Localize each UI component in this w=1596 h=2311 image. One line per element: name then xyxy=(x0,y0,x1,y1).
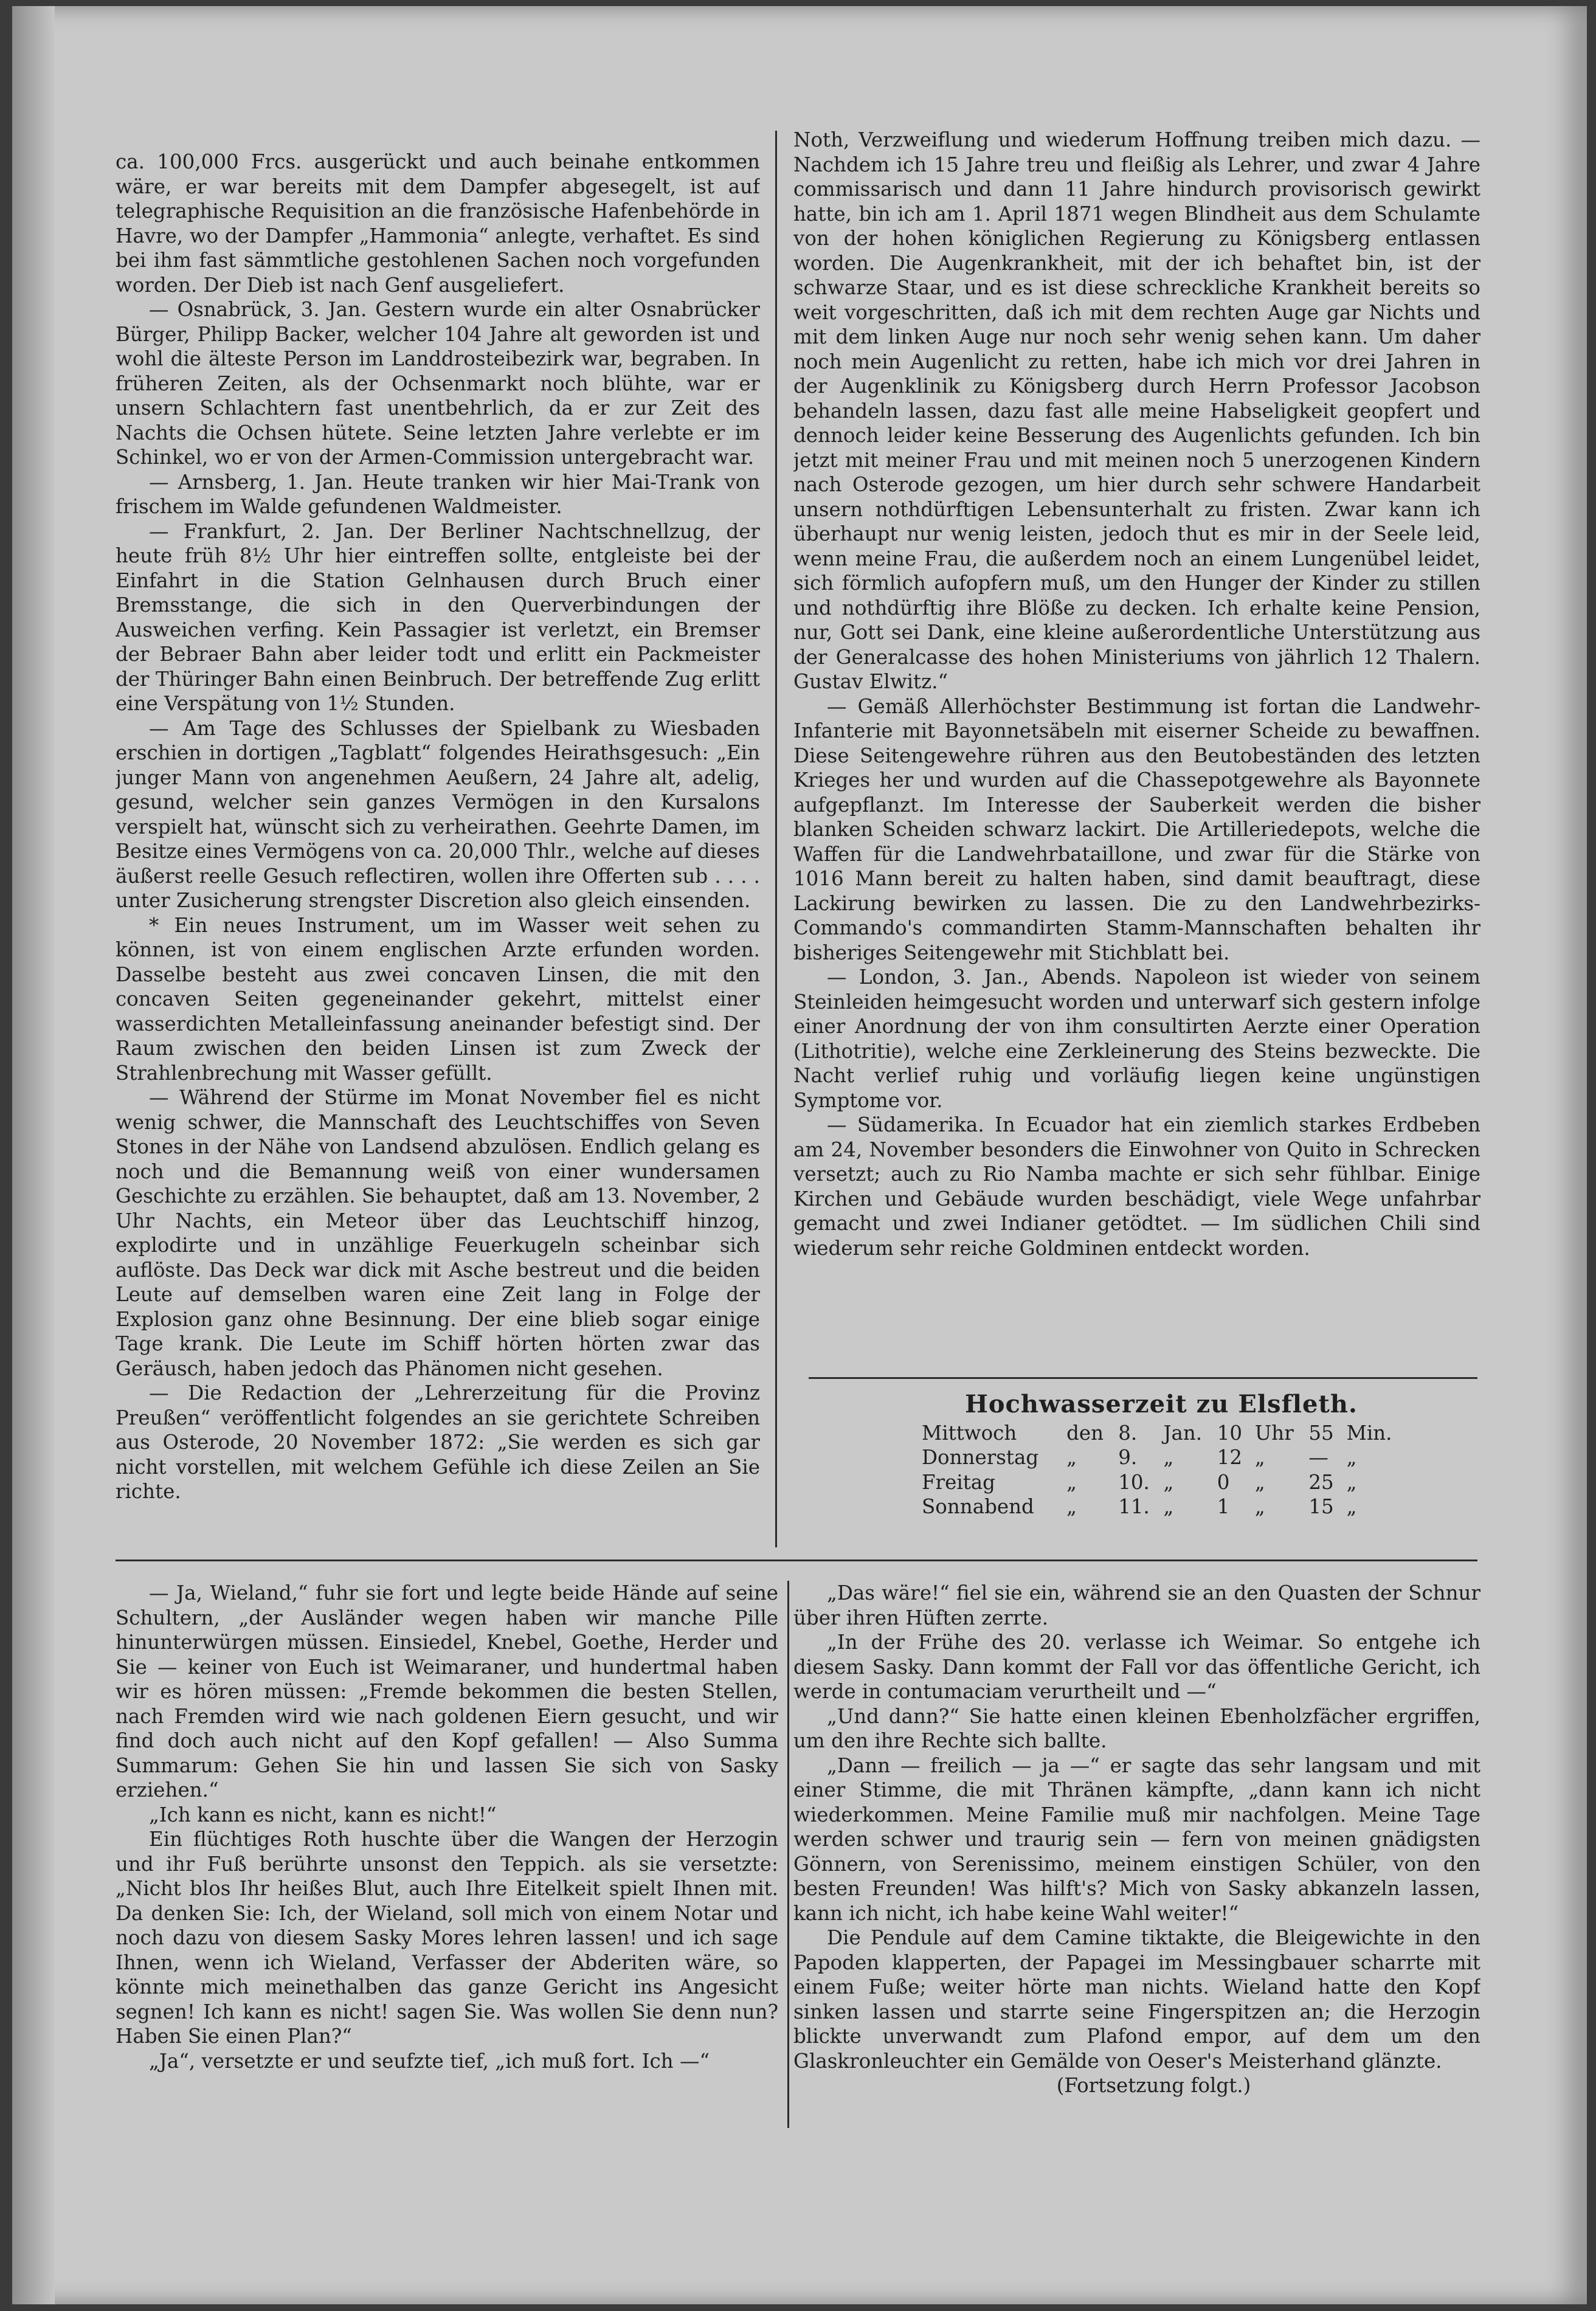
tide-date: 11. xyxy=(1118,1495,1150,1518)
tide-minute: 25 xyxy=(1308,1470,1334,1494)
tide-uhr: „ xyxy=(1254,1470,1265,1494)
feuilleton-paragraph: Die Pendule auf dem Camine tiktakte, die Bleigewichte in den Papoden klapperten, der Papagei im Messingbauer scharrte mit einem Fuße; weiter hörte man nichts. Wieland hatte den Kopf sinken lassen und starrte seine Fingerspitzen an; die Herzogin blickte unverwandt zum Plafond empor, auf dem um den Glaskronleuchter ein Gemälde von Oeser's Meisterhand glänzte. xyxy=(793,1926,1480,2073)
feuilleton-paragraph: „In der Frühe des 20. verlasse ich Weimar. So entgehe ich diesem Sasky. Dann kommt der Fall vor das öffentliche Gericht, ich werde in contumaciam verurtheilt und —“ xyxy=(793,1631,1480,1703)
tide-den: den xyxy=(1066,1421,1104,1445)
paragraph-geneva-thief: ca. 100,000 Frcs. ausgerückt und auch beinahe entkommen wäre, er war bereits mit dem Dampfer abgesegelt, ist auf telegraphische Requisition an die französische Hafenbehörde in Havre, wo der Dampfer „Hammonia“ anlegte, verhaftet. Es sind bei ihm fast sämmtliche gestohlenen Sachen noch vorgefunden worden. Der Dieb ist nach Genf ausgeliefert. xyxy=(116,150,760,297)
tide-table xyxy=(918,1392,1404,1519)
tide-date: 8. xyxy=(1118,1421,1138,1445)
tide-row xyxy=(918,1494,1404,1519)
paragraph-instrument: * Ein neues Instrument, um im Wasser weit sehen zu können, ist von einem englischen Arzte erfunden worden. Dasselbe besteht aus zwei concaven Linsen, die mit den concaven Seiten gegeneinander gekehrt, mittelst einer wasserdichten Metalleinfassung aneinander befestigt sind. Der Raum zwischen den beiden Linsen ist zum Zweck der Strahlenbrechung mit Wasser gefüllt. xyxy=(116,913,760,1085)
column-divider-lower xyxy=(787,1581,789,2128)
paragraph-london: — London, 3. Jan., Abends. Napoleon ist wieder von seinem Steinleiden heimgesucht worden und unterwarf sich gestern infolge einer Anordnung der von ihm consultirten Aerzte einer Operation (Lithotritie), welche eine Zerkleinerung des Steins bezweckte. Die Nacht verlief ruhig und vorläufig liegen keine ungünstigen Symptome vor. xyxy=(793,966,1480,1112)
continuation-note: (Fortsetzung folgt.) xyxy=(1056,2074,1251,2097)
tide-month: „ xyxy=(1163,1495,1174,1518)
tide-row xyxy=(918,1421,1404,1446)
feuilleton-paragraph: „Dann — freilich — ja —“ er sagte das sehr langsam und mit einer Stimme, die mit Thränen kämpfte, „dann kann ich nicht wiederkommen. Meine Familie muß mir nachfolgen. Meine Tage werden schwer und traurig sein — fern von meinen gnädigsten Gönnern, von Serenissimo, meinem einstigen Schüler, von den besten Freunden! Was hilft's? Mich von Sasky abkanzeln lassen, kann ich nicht, ich habe keine Wahl weiter!“ xyxy=(793,1753,1480,1925)
tide-minute: 15 xyxy=(1308,1495,1334,1518)
feuilleton-paragraph: „Das wäre!“ fiel sie ein, während sie an den Quasten der Schnur über ihren Hüften zerrte. xyxy=(793,1581,1480,1629)
feuilleton-paragraph: Ein flüchtiges Roth huschte über die Wangen der Herzogin und ihr Fuß berührte unsonst den Teppich. als sie versetzte: „Nicht blos Ihr heißes Blut, auch Ihre Eitelkeit spielt Ihnen mit. Da denken Sie: Ich, der Wieland, soll mich von einem Notar und noch dazu von diesem Sasky Mores lehren lassen! und ich sage Ihnen, wenn ich Wieland, Verfasser der Abderiten wäre, so könnte mich meinethalben das ganze Gericht ins Angesicht segnen! Ich kann es nicht! sagen Sie. Was wollen Sie denn nun? Haben Sie einen Plan?“ xyxy=(116,1828,778,2048)
tide-min: „ xyxy=(1346,1446,1357,1469)
tide-month: „ xyxy=(1163,1446,1174,1469)
column-divider-upper xyxy=(775,131,777,1547)
tide-hour: 1 xyxy=(1217,1495,1230,1518)
feuilleton-column-right xyxy=(793,1581,1480,2128)
tide-min: „ xyxy=(1346,1495,1357,1518)
tide-den: „ xyxy=(1066,1495,1077,1518)
tide-table-grid xyxy=(918,1421,1404,1519)
tide-date: 10. xyxy=(1118,1470,1150,1494)
news-column-right xyxy=(793,128,1480,1368)
tide-den: „ xyxy=(1066,1446,1077,1469)
tide-month: Jan. xyxy=(1163,1421,1203,1445)
tide-row xyxy=(918,1470,1404,1495)
feuilleton-paragraph: „Und dann?“ Sie hatte einen kleinen Ebenholzfächer ergriffen, um den ihre Rechte sich ballte. xyxy=(793,1704,1480,1752)
tide-min: „ xyxy=(1346,1470,1357,1494)
tide-uhr: Uhr xyxy=(1254,1421,1294,1445)
tide-date: 9. xyxy=(1118,1446,1138,1469)
paragraph-frankfurt: — Frankfurt, 2. Jan. Der Berliner Nachtschnellzug, der heute früh 8½ Uhr hier eintreffen sollte, entgleiste bei der Einfahrt in die Station Gelnhausen durch Bruch einer Bremsstange, die sich in den Querverbindungen der Ausweichen verfing. Kein Passagier ist verletzt, ein Bremser der Bebraer Bahn aber leider todt und erlitt ein Packmeister der Thüringer Bahn einen Beinbruch. Der betreffende Zug erlitt eine Verspätung von 1½ Stunden. xyxy=(116,519,760,715)
feuilleton-separator-rule xyxy=(116,1560,1477,1561)
tide-month: „ xyxy=(1163,1470,1174,1494)
paragraph-teacher-letter: Noth, Verzweiflung und wiederum Hoffnung treiben mich dazu. — Nachdem ich 15 Jahre treu und fleißig als Lehrer, und zwar 4 Jahre commissarisch und dann 11 Jahre hindurch provisorisch gewirkt hatte, bin ich am 1. April 1871 wegen Blindheit aus dem Schulamte von der hohen königlichen Regierung zu Königsberg entlassen worden. Die Augenkrankheit, mit der ich behaftet bin, ist der schwarze Staar, und es ist diese schreckliche Krankheit bereits so weit vorgeschritten, daß ich mit dem rechten Auge gar Nichts und mit dem linken Auge nur noch sehr wenig sehen kann. Um daher noch mein Augenlicht zu retten, habe ich mich vor drei Jahren in der Augenklinik zu Königsberg durch Herrn Professor Jacobson behandeln lassen, dazu fast alle meine Habseligkeit geopfert und dennoch leider keine Besserung des Augenlichts gefunden. Ich bin jetzt mit meiner Frau und mit meinen noch 5 unerzogenen Kindern nach Osterode gezogen, um hier durch sehr schwere Handarbeit unsern nothdürftigen Lebensunterhalt zu fristen. Zwar kann ich überhaupt nur wenig leisten, jedoch thut es mir in der Seele leid, wenn meine Frau, die außerdem noch an einem Lungenübel leidet, sich förmlich aufopfern muß, um den Hunger der Kinder zu stillen und nothdürftig ihre Blöße zu decken. Ich erhalte keine Pension, nur, Gott sei Dank, eine kleine außerordentliche Unterstützung aus der Generalcasse des hohen Ministeriums von jährlich 12 Thalern. Gustav Elwitz.“ xyxy=(793,128,1480,693)
feuilleton-paragraph: „Ja“, versetzte er und seufzte tief, „ich muß fort. Ich —“ xyxy=(149,2049,710,2073)
feuilleton-column-left xyxy=(116,1581,778,2128)
paragraph-lehrerzeitung: — Die Redaction der „Lehrerzeitung für die Provinz Preußen“ veröffentlicht folgendes an sie gerichtete Schreiben aus Osterode, 20 November 1872: „Sie werden es sich gar nicht vorstellen, mit welchem Gefühle ich diese Zeilen an Sie richte. xyxy=(116,1381,760,1503)
tide-min: Min. xyxy=(1346,1421,1392,1445)
tide-day: Sonnabend xyxy=(922,1495,1034,1518)
tide-hour: 10 xyxy=(1217,1421,1243,1445)
tide-uhr: „ xyxy=(1254,1446,1265,1469)
tide-table-top-rule xyxy=(809,1377,1477,1379)
paragraph-lightship: — Während der Stürme im Monat November fiel es nicht wenig schwer, die Mannschaft des Leuchtschiffes von Seven Stones in der Nähe von Landsend abzulösen. Endlich gelang es noch und die Bemannung weiß von einer wundersamen Geschichte zu erzählen. Sie behauptet, daß am 13. November, 2 Uhr Nachts, ein Meteor über das Leuchtschiff hinzog, explodirte und in unzählige Feuerkugeln scheinbar sich auflöste. Das Deck war dick mit Asche bestreut und die beiden Leute auf demselben waren eine Zeit lang in Folge der Explosion ganz ohne Besinnung. Der eine blieb sogar einige Tage krank. Die Leute im Schiff hörten hörten zwar das Geräusch, haben jedoch das Phänomen nicht gesehen. xyxy=(116,1086,760,1380)
news-column-left xyxy=(116,150,760,1624)
tide-table-title: Hochwasserzeit zu Elsfleth. xyxy=(965,1390,1358,1418)
paragraph-landwehr: — Gemäß Allerhöchster Bestimmung ist fortan die Landwehr-Infanterie mit Bayonnetsäbeln mit eiserner Scheide zu bewaffnen. Diese Seitengewehre rühren aus den Beutobeständen des letzten Krieges her und wurden auf die Chassepotgewehre als Bayonnete aufgepflanzt. Im Interesse der Sauberkeit werden die bisher blanken Scheiden schwarz lackirt. Die Artilleriedepots, welche die Waffen für die Landwehrbataillone, und zwar für die Stärke von 1016 Mann bereit zu halten haben, sind damit beauftragt, diese Lackirung bewirken zu lassen. Die zu den Landwehrbezirks-Commando's commandirten Stamm-Mannschaften behalten ihr bisheriges Seitengewehr mit Stichblatt bei. xyxy=(793,694,1480,964)
paragraph-osnabrueck: — Osnabrück, 3. Jan. Gestern wurde ein alter Osnabrücker Bürger, Philipp Backer, welcher 104 Jahre alt geworden ist und wohl die älteste Person im Landdrosteibezirk war, begraben. In früheren Zeiten, als der Ochsenmarkt noch blühte, war er unsern Schlachtern fast unentbehrlich, da er zur Zeit des Nachts die Ochsen hütete. Seine letzten Jahre verlebte er im Schinkel, wo er von der Armen-Commission untergebracht war. xyxy=(116,298,760,469)
newspaper-page xyxy=(12,6,1587,2304)
tide-uhr: „ xyxy=(1254,1495,1265,1518)
paragraph-arnsberg: — Arnsberg, 1. Jan. Heute tranken wir hier Mai-Trank von frischem im Walde gefundenen Waldmeister. xyxy=(116,470,760,518)
tide-den: „ xyxy=(1066,1470,1077,1494)
feuilleton-paragraph: — Ja, Wieland,“ fuhr sie fort und legte beide Hände auf seine Schultern, „der Ausländer wegen haben wir manche Pille hinunterwürgen müssen. Einsiedel, Knebel, Goethe, Herder und Sie — keiner von Euch ist Weimaraner, und hundertmal haben wir es hören müssen: „Fremde bekommen die besten Stellen, nach Fremden wird wie nach goldenen Eiern gesucht, und wir find doch auch nicht auf den Kopf gefallen! — Also Summa Summarum: Gehen Sie hin und lassen Sie sich von Sasky erziehen.“ xyxy=(116,1581,778,1801)
tide-row xyxy=(918,1445,1404,1470)
paragraph-suedamerika: — Südamerika. In Ecuador hat ein ziemlich starkes Erdbeben am 24, November besonders die Einwohner von Quito in Schrecken versetzt; auch zu Rio Namba machte er sich sehr fühlbar. Einige Kirchen und Gebäude wurden beschädigt, viele Wege unfahrbar gemacht und zwei Indianer getödtet. — Im südlichen Chili sind wiederum sehr reiche Goldminen entdeckt worden. xyxy=(793,1113,1480,1260)
tide-hour: 0 xyxy=(1217,1470,1230,1494)
tide-day: Donnerstag xyxy=(922,1446,1039,1469)
tide-minute: 55 xyxy=(1308,1421,1334,1445)
paragraph-wiesbaden: — Am Tage des Schlusses der Spielbank zu Wiesbaden erschien in dortigen „Tagblatt“ folgendes Heirathsgesuch: „Ein junger Mann von angenehmen Aeußern, 24 Jahre alt, adelig, gesund, welcher sein ganzes Vermögen in den Kursalons verspielt hat, wünscht sich zu verheirathen. Geehrte Damen, im Besitze eines Vermögens von ca. 20,000 Thlr., welche auf dieses äußerst reelle Gesuch reflectiren, wollen ihre Offerten sub . . . . unter Zusicherung strengster Discretion also gleich einsenden. xyxy=(116,716,760,912)
tide-day: Freitag xyxy=(922,1470,995,1494)
tide-hour: 12 xyxy=(1217,1446,1243,1469)
tide-day: Mittwoch xyxy=(922,1421,1017,1445)
tide-minute: — xyxy=(1308,1446,1328,1469)
book-spine-shadow xyxy=(12,6,55,2304)
feuilleton-paragraph: „Ich kann es nicht, kann es nicht!“ xyxy=(149,1803,497,1826)
